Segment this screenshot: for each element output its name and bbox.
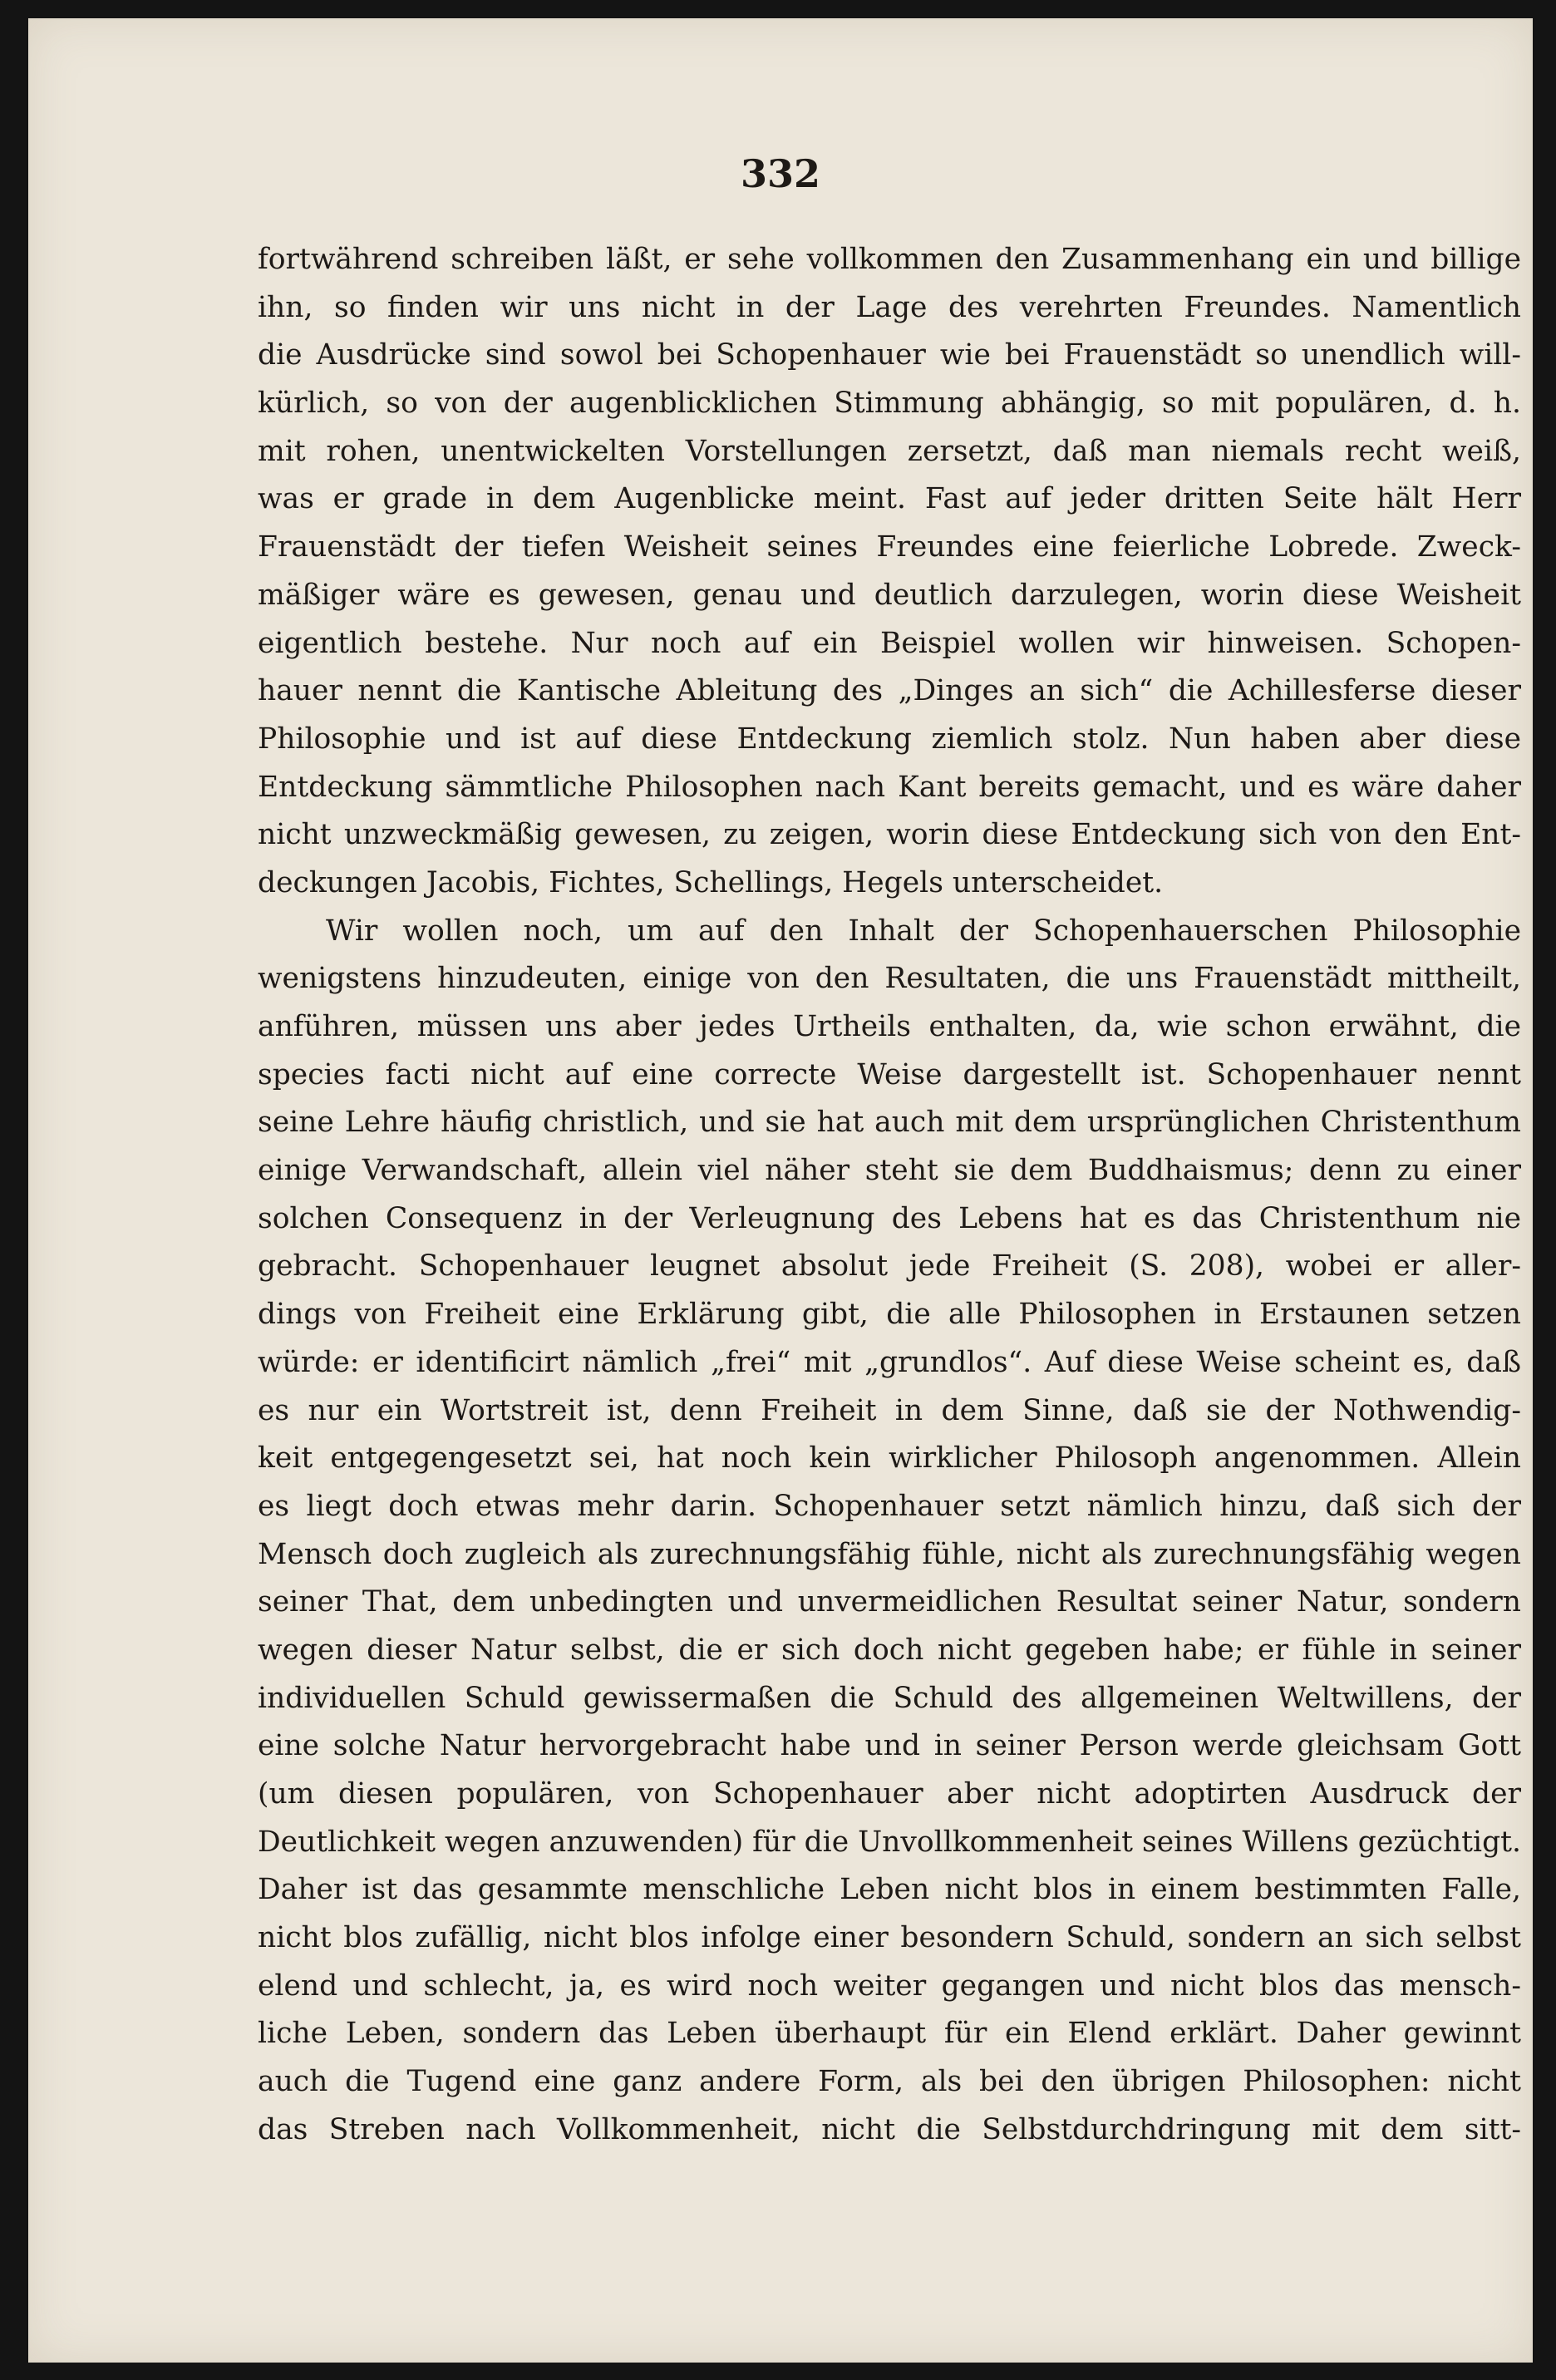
text-line: kürlich, so von der augenblicklichen Stimmung abhängig, so mit populären, d. h.: [258, 387, 1521, 421]
text-line: mit rohen, unentwickelten Vorstellungen zersetzt, daß man niemals recht weiß,: [258, 434, 1521, 468]
text-line: solchen Consequenz in der Verleugnung des Lebens hat es das Christenthum nie: [258, 1201, 1521, 1235]
text-line: nicht unzweckmäßig gewesen, zu zeigen, worin diese Entdeckung sich von den Ent-: [258, 818, 1521, 852]
text-line: fortwährend schreiben läßt, er sehe vollkommen den Zusammenhang ein und billige: [258, 243, 1521, 276]
text-line: liche Leben, sondern das Leben überhaupt für ein Elend erklärt. Daher gewinnt: [258, 2017, 1521, 2051]
text-line: es nur ein Wortstreit ist, denn Freiheit in dem Sinne, daß sie der Nothwendig-: [258, 1393, 1521, 1427]
text-line: es liegt doch etwas mehr darin. Schopenhauer setzt nämlich hinzu, daß sich der: [258, 1489, 1521, 1523]
text-line: keit entgegengesetzt sei, hat noch kein wirklicher Philosoph angenommen. Allein: [258, 1441, 1521, 1476]
text-line: nicht blos zufällig, nicht blos infolge einer besondern Schuld, sondern an sich selbst: [258, 1921, 1521, 1955]
text-line: das Streben nach Vollkommenheit, nicht die Selbstdurchdringung mit dem sitt-: [258, 2112, 1521, 2146]
text-line: auch die Tugend eine ganz andere Form, als bei den übrigen Philosophen: nicht: [258, 2065, 1521, 2099]
text-line: Entdeckung sämmtliche Philosophen nach Kant bereits gemacht, und es wäre daher: [258, 770, 1521, 804]
text-line: eine solche Natur hervorgebracht habe und in seiner Person werde gleichsam Gott: [258, 1729, 1521, 1763]
paragraph-end-line: deckungen Jacobis, Fichtes, Schellings, Hegels unterscheidet.: [258, 865, 1164, 899]
text-line: eigentlich bestehe. Nur noch auf ein Beispiel wollen wir hinweisen. Schopen-: [258, 626, 1521, 660]
paragraph-start-line: Wir wollen noch, um auf den Inhalt der Schopenhauerschen Philosophie: [326, 914, 1521, 948]
text-line: würde: er identificirt nämlich „frei“ mit „grundlos“. Auf diese Weise scheint es, daß: [258, 1345, 1521, 1379]
text-line: Deutlichkeit wegen anzuwenden) für die Unvollkommenheit seines Willens gezüchtigt.: [258, 1825, 1521, 1859]
text-line: ihn, so finden wir uns nicht in der Lage des verehrten Freundes. Namentlich: [258, 290, 1521, 324]
text-line: Daher ist das gesammte menschliche Leben nicht blos in einem bestimmten Falle,: [258, 1873, 1521, 1907]
text-line: species facti nicht auf eine correcte Weise dargestellt ist. Schopenhauer nennt: [258, 1057, 1521, 1091]
text-line: individuellen Schuld gewissermaßen die Schuld des allgemeinen Weltwillens, der: [258, 1681, 1521, 1715]
text-line: seine Lehre häufig christlich, und sie hat auch mit dem ursprünglichen Christenthum: [258, 1106, 1521, 1140]
text-line: die Ausdrücke sind sowol bei Schopenhauer wie bei Frauenstädt so unendlich will-: [258, 338, 1521, 372]
text-line: einige Verwandschaft, allein viel näher steht sie dem Buddhaismus; denn zu einer: [258, 1154, 1521, 1188]
text-line: anführen, müssen uns aber jedes Urtheils enthalten, da, wie schon erwähnt, die: [258, 1010, 1521, 1043]
text-line: seiner That, dem unbedingten und unvermeidlichen Resultat seiner Natur, sondern: [258, 1585, 1521, 1619]
book-page: [28, 18, 1533, 2363]
text-line: Mensch doch zugleich als zurechnungsfähig fühle, nicht als zurechnungsfähig wegen: [258, 1537, 1521, 1571]
text-line: dings von Freiheit eine Erklärung gibt, die alle Philosophen in Erstaunen setzen: [258, 1298, 1521, 1332]
text-line: Philosophie und ist auf diese Entdeckung ziemlich stolz. Nun haben aber diese: [258, 722, 1521, 756]
text-line: Frauenstädt der tiefen Weisheit seines Freundes eine feierliche Lobrede. Zweck-: [258, 530, 1521, 564]
text-line: gebracht. Schopenhauer leugnet absolut jede Freiheit (S. 208), wobei er aller-: [258, 1249, 1521, 1284]
text-line: hauer nennt die Kantische Ableitung des „Dinges an sich“ die Achillesferse dieser: [258, 674, 1521, 708]
text-line: was er grade in dem Augenblicke meint. Fast auf jeder dritten Seite hält Herr: [258, 482, 1521, 516]
body-text: [258, 236, 1521, 2155]
page-number: 332: [740, 151, 821, 196]
text-line: (um diesen populären, von Schopenhauer aber nicht adoptirten Ausdruck der: [258, 1777, 1521, 1811]
text-line: wenigstens hinzudeuten, einige von den Resultaten, die uns Frauenstädt mittheilt,: [258, 962, 1521, 996]
text-line: wegen dieser Natur selbst, die er sich doch nicht gegeben habe; er fühle in seiner: [258, 1633, 1521, 1667]
text-line: elend und schlecht, ja, es wird noch weiter gegangen und nicht blos das mensch-: [258, 1969, 1521, 2003]
text-line: mäßiger wäre es gewesen, genau und deutlich darzulegen, worin diese Weisheit: [258, 578, 1521, 612]
